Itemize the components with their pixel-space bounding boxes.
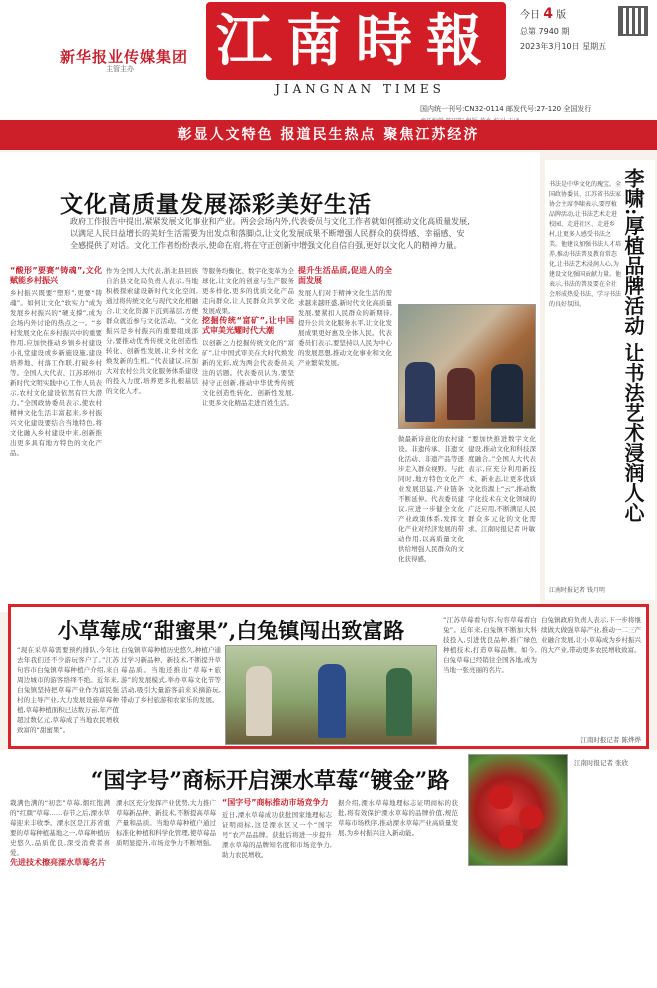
right-headline[interactable]: 李啸:厚植品牌活动 让书法艺术浸润人心 [621, 168, 645, 523]
strawberry-photo[interactable] [468, 754, 568, 866]
qr-code-icon[interactable] [618, 6, 648, 36]
bottom-column-3 [222, 798, 332, 982]
photo-figure [386, 668, 412, 736]
codes-line: 国内统一刊号:CN32-0114 邮发代号:27-120 全国发行 [420, 105, 592, 113]
feature-headline[interactable]: 小草莓成“甜蜜果”,白兔镇闯出致富路 [57, 618, 405, 643]
photo-figure [491, 364, 523, 422]
photo-figure [405, 362, 435, 422]
lead-column-4 [298, 266, 392, 606]
bottom-col3-subhead: “国字号”商标推动市场竞争力 [222, 798, 329, 807]
bottom-headline[interactable]: “国字号”商标开启溧水草莓“镀金”路 [90, 768, 450, 794]
bottom-story [0, 750, 657, 988]
strawberry-shape [489, 785, 513, 809]
lead-col5-text: 做最新诗意化的农村建设。非遗传承、非遗文化活动、非遗产品等逐步走入群众视野。与此同时,地方特色文化产业发展迅猛,产业链条不断延伸。代表委员建议,应进一步健全文化产业政策体系,发挥文化产业对经济发展的带动作用,以高质量文化供给增强人民群众的文化获得感。 [398, 435, 464, 563]
lead-column-5 [398, 434, 464, 606]
right-byline: 江南时报记者 钱月明 [549, 587, 605, 594]
right-text: 书法是中华文化的瑰宝。全国政协委员、江苏省书法家协会主席李啸表示,要厚植品牌活动,让书法艺术走进校园、走进社区、走进乡村,让更多人感受书法之美。他建议加强书法人才培养,推动书法普及教育常态化,让书法艺术浸润人心,为建设文化强国贡献力量。他表示,书法的普及要在全社会形成热爱书法、学习书法的良好氛围。 [549, 181, 622, 308]
lead-headline[interactable]: 文化高质量发展添彩美好生活 [60, 191, 372, 218]
feature-photo[interactable] [225, 645, 437, 745]
masthead [0, 0, 657, 150]
publisher-sub: 主管主办 [106, 65, 134, 73]
bottom-col1-text: 栽满色满的“初恋”草莓,烟红饱满的“红颜”草莓……春节之后,溧水草莓迎来丰收季。溧水区是江苏省重要的草莓种植基地之一,草莓种植历史悠久,品质优良,深受消费者喜爱。 [10, 799, 110, 857]
brand-pinyin: JIANGNAN TIMES [275, 82, 445, 96]
lead-column-3 [202, 266, 294, 606]
feature-byline [541, 735, 641, 747]
lead-col3b-text: 以创新之力挖掘传统文化的“富矿”,让中国式审美在大时代焕发新的光彩,成为两会代表委员关注的话题。代表委员认为,要坚持守正创新,推动中华优秀传统文化创造性转化、创新性发展,让更多文化精品走进百姓生活。 [202, 339, 294, 407]
lead-col4-subhead: 提升生活品质,促进人的全面发展 [298, 266, 392, 285]
lead-story [0, 152, 540, 612]
lead-col6-text: “要加快推进数字文化建设,推动文化和科技深度融合。”全国人大代表表示,应充分利用新技术、新业态,让更多优质文化资源上“云”,推动数字化技术在文化领域的广泛应用,不断满足人民群众多元化的文化需求。江南时报记者 叶敏 [468, 435, 536, 533]
newspaper-brand: 江南時報 [206, 2, 506, 80]
bottom-column-1 [10, 798, 110, 982]
issue-date: 2023年3月10日 星期五 [520, 42, 607, 51]
issue-number: 总第 7940 期 [520, 27, 570, 36]
publisher-name: 新华报业传媒集团 [60, 48, 189, 66]
lead-column-6 [468, 434, 536, 606]
lead-column-1 [10, 266, 102, 606]
publisher-logo [60, 46, 190, 76]
feature-byline-text: 江南时报记者 陈烨烨 [580, 736, 641, 744]
edition-count: 4 [543, 6, 553, 22]
bottom-byline: 江南时报记者 张欣 [574, 759, 629, 767]
edition-label: 今日 [520, 10, 540, 21]
edition-info [520, 6, 648, 52]
photo-figure [447, 368, 475, 420]
feature-column-1 [17, 645, 119, 745]
bottom-column-2 [116, 798, 216, 982]
lead-col4-text: 发展人们对于精神文化生活的需求越来越旺盛,新时代文化高质量发展,要紧扣人民群众的新期待,提升公共文化服务水平,让文化发展成果更好惠及全体人民。代表委员们表示,要坚持以人民为中心的发展思想,推动文化事业和文化产业繁荣发展。 [298, 289, 392, 367]
feature-column-2 [121, 645, 221, 745]
right-column-story [545, 160, 655, 600]
bottom-col1-subhead: 先进技术擦亮溧水草莓名片 [10, 858, 106, 867]
lead-photo[interactable] [398, 304, 536, 429]
feature-column-3 [443, 615, 537, 745]
feature-col4-text: 白兔镇政府负责人表示,下一步将继续做大做强草莓产业,推动一二三产业融合发展,让小草莓成为乡村振兴的大产业,带动更多农民增收致富。 [541, 616, 641, 654]
bottom-col4-text: 据介绍,溧水草莓地理标志证明商标的获批,将有效保护溧水草莓的品牌价值,规范草莓市场秩序,推动溧水草莓产业高质量发展,为乡村振兴注入新动能。 [338, 799, 458, 837]
lead-column-2 [106, 266, 198, 606]
lead-col1-text: 乡村振兴既要“塑形”,更要“铸魂”。如何让文化“软实力”成为发展乡村振兴的“硬支撑”,成为会场内外讨论的热点之一。“乡村发展文化在乡村振兴中的重要作用,应加快推动乡镇乡村建设小礼堂建设或乡新施设施,建设培养地、村落工作联,打破乡村等。全国人大代表、江苏邳州市新时代文明实践中心工作人员表示,农村文化建设依然有巨大潜力。”全国政协委员表示,使农村精神文化生活丰富起来,乡村振兴文化建设要结合当地特色,将文化融入乡村建设中来,创新推出更多具有地方特色的文化产品。 [10, 289, 102, 457]
bottom-col2-text: 溧水区充分发挥产业优势,大力推广草莓新品种、新技术,不断提高草莓产量和品质。当地草莓种植户通过标准化种植和科学化管理,使草莓品质明显提升,市场竞争力不断增强。 [116, 799, 216, 847]
lead-col2-text: 作为全国人大代表,浙北县回族自治县文化局负责人表示,当地积极探索建设新时代文化空间,通过将传统文化与现代文化相融合,让文化资源下沉到基层,方便群众就近参与文化活动。“文化振兴是乡村振兴的重要组成部分,要推动优秀传统文化创造性转化、创新性发展,让乡村文化焕发新的生机。”代表建议,应加大对农村公共文化服务体系建设的投入力度,培养更多扎根基层的文化人才。 [106, 267, 198, 395]
lead-intro: 政府工作报告中提出,紧紧发展文化事业和产业。两会会场内外,代表委员与文化工作者就如何推动文化高质量发展,以满足人民日益增长的美好生活需要为出发点和落脚点,让文化发展成果不断增强人民群众的获得感、幸福感、安全感提供了对话。文化工作者纷纷表示,使命在肩,将在守正创新中增强文化自信自强,更好以文化人的精神力量。 [70, 217, 470, 250]
feature-col3-text: “江苏草莓看句容,句容草莓看白兔”。近年来,白兔镇不断加大科技投入,引进优良品种,推广绿色种植技术,打造草莓品牌。如今,白兔草莓已经销往全国各地,成为当地一张亮丽的名片。 [443, 616, 537, 674]
lead-col3-text: 等服务均衡化、数字化变革为全球化,让文化的创意与生产服务更多样化,更多的优质文化产品走向群众,让人民群众共享文化发展成果。 [202, 267, 294, 315]
photo-figure [318, 664, 346, 738]
feature-col1-text: “现在采草莓需要预约排队,今年比去年我们还不少游玩客户了。”江苏句容市白兔镇草莓种植户介绍,来自周边城市的游客络绎不绝。近年来,白兔镇坚持把草莓产业作为富民强村的主导产业,大力发展设施草莓种植,草莓种植面积已达数万亩,年产值超过数亿元,草莓成了当地农民增收致富的“甜蜜果”。 [17, 646, 119, 734]
edition-unit: 版 [556, 10, 567, 21]
strawberry-shape [499, 825, 523, 849]
bottom-column-5 [574, 758, 652, 980]
feature-col2-text: 白兔镇草莓种植历史悠久,种植户通过学习新品种、新技术,不断提升草莓品质。当地还推出“草莓+旅游”的发展模式,举办草莓文化节等活动,吸引大量游客前来采摘游玩,带动了乡村旅游和农家乐的发展。 [121, 646, 221, 704]
bottom-col3-text: 近日,溧水草莓成功获批国家地理标志证明商标,这是溧水区又一个“国字号”农产品品牌。获批后将进一步提升溧水草莓的品牌知名度和市场竞争力,助力农民增收。 [222, 811, 332, 859]
feature-column-4 [541, 615, 641, 735]
slogan-text: 彰显人文特色 报道民生热点 聚焦江苏经济 [177, 127, 480, 143]
photo-figure [246, 666, 272, 736]
lead-col1-subhead: “酸形”要赛“铸魂”,文化赋能乡村振兴 [10, 266, 102, 285]
bottom-column-4 [338, 798, 458, 982]
feature-story [8, 604, 649, 749]
strawberry-shape [519, 805, 543, 829]
lead-col3-subhead: 挖掘传统“富矿”,让中国式审美光耀时代大潮 [202, 316, 294, 335]
